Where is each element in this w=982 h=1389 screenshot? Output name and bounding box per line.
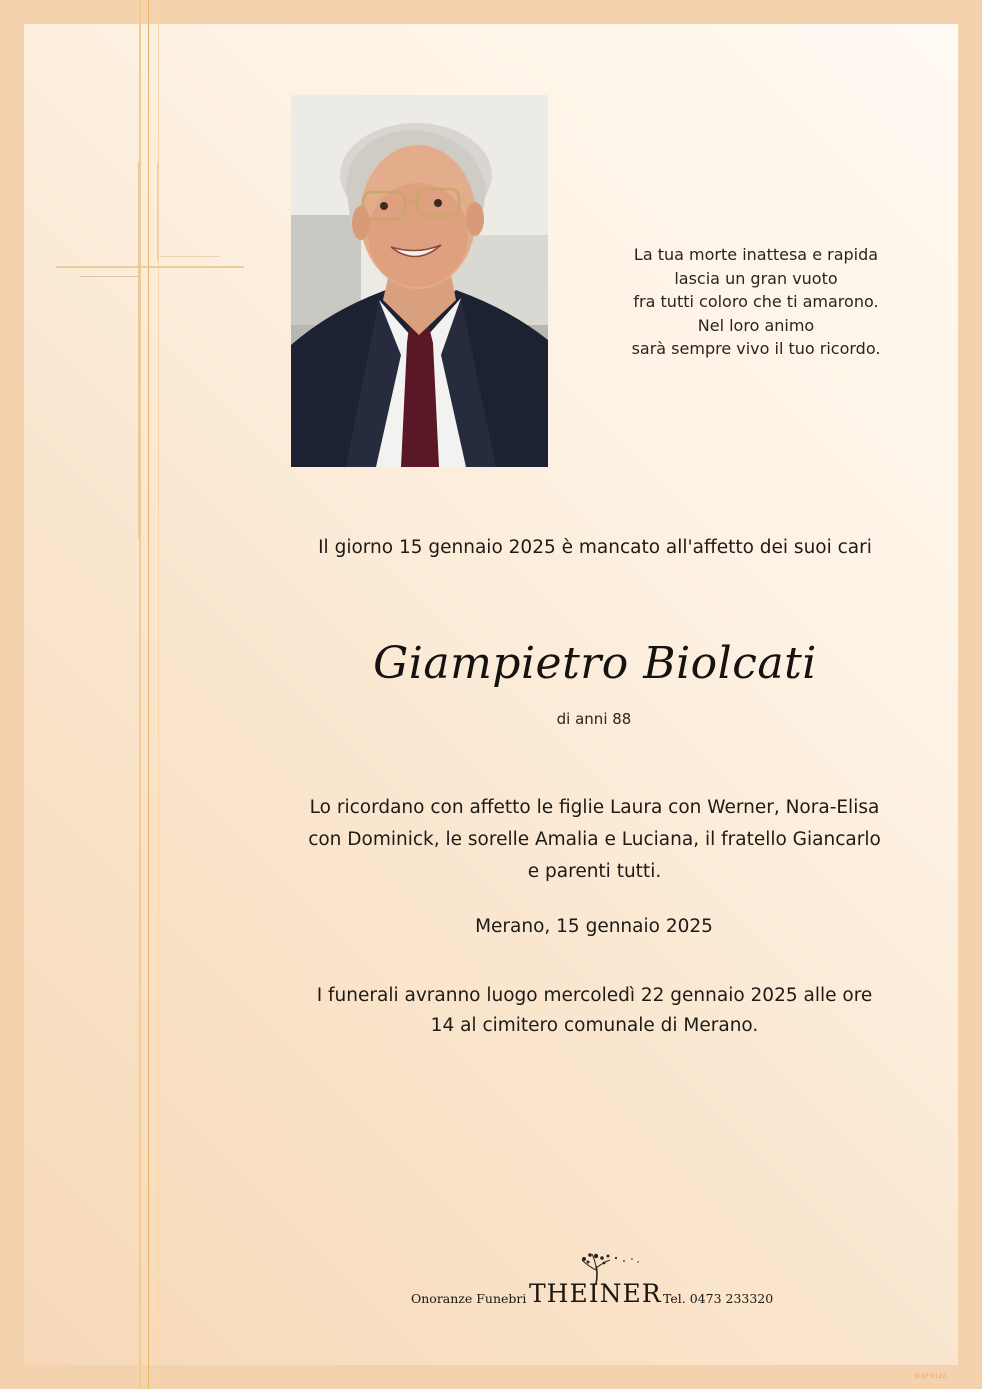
family-line: con Dominick, le sorelle Amalia e Luciana, il fratello Giancarlo (308, 829, 881, 850)
funeral-info (282, 981, 907, 1041)
vertical-frame-line (148, 0, 149, 1389)
deceased-name: Giampietro Biolcati (373, 638, 817, 689)
family-line: e parenti tutti. (527, 861, 662, 882)
memorial-poem (596, 243, 916, 361)
funeral-home-footer (406, 1250, 786, 1310)
family-line: Lo ricordano con affetto le figlie Laura con Werner, Nora-Elisa (309, 797, 880, 818)
death-announcement: Il giorno 15 gennaio 2025 è mancato all'affetto dei suoi cari (318, 537, 872, 558)
place-date: Merano, 15 gennaio 2025 (475, 916, 713, 937)
poem-line: La tua morte inattesa e rapida (633, 245, 879, 264)
poem-line: Nel loro animo (697, 315, 815, 335)
funeral-line: I funerali avranno luogo mercoledì 22 gennaio 2025 alle ore (316, 985, 873, 1006)
funeral-line: 14 al cimitero comunale di Merano. (430, 1015, 759, 1036)
funeral-home-phone: Tel. 0473 233320 (663, 1291, 774, 1306)
poem-line: sarà sempre vivo il tuo ricordo. (631, 339, 881, 358)
deceased-age: di anni 88 (556, 710, 632, 728)
vertical-frame-line (158, 0, 159, 1389)
funeral-home-brand: THEINER (529, 1279, 662, 1308)
funeral-home-prefix: Onoranze Funebri (411, 1291, 527, 1306)
poem-line: fra tutti coloro che ti amarono. (633, 292, 879, 311)
portrait-photo (291, 95, 548, 467)
poem-line: lascia un gran vuoto (674, 268, 838, 288)
print-code: D EF 0120 (915, 1373, 946, 1380)
family-message (282, 792, 907, 888)
